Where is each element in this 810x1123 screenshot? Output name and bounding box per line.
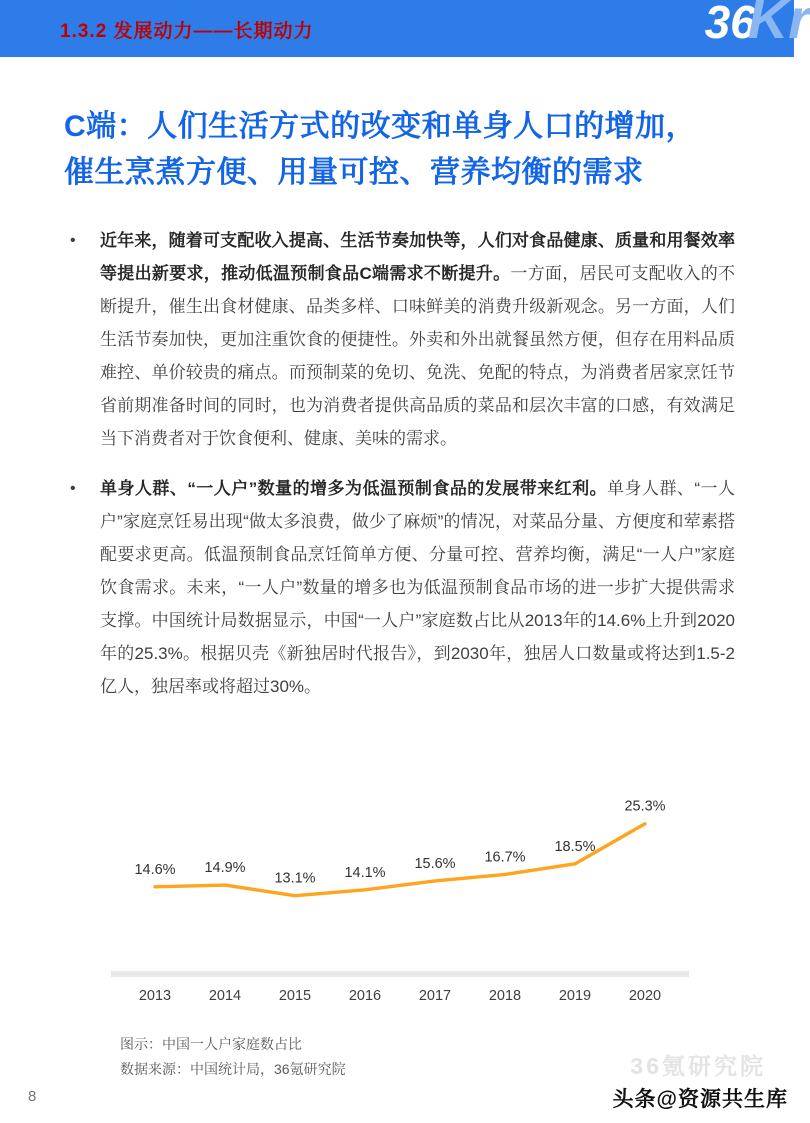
chart-figure-label: 图示：中国一人户家庭数占比 <box>120 1036 302 1052</box>
x-tick-label: 2019 <box>558 988 592 1004</box>
x-tick-label: 2014 <box>208 988 242 1004</box>
x-tick-label: 2018 <box>488 988 522 1004</box>
x-axis <box>111 971 689 977</box>
x-tick-label: 2016 <box>348 988 382 1004</box>
bullet-bold-lead: 单身人群、“一人户”数量的增多为低温预制食品的发展带来红利。 <box>100 479 608 498</box>
bullet-bold-lead: 近年来，随着可支配收入提高、生活节奏加快等，人们对食品健康、质量和用餐效率等提出新要求，推动低温预制食品C端需求不断提升。 <box>100 231 735 283</box>
data-label: 18.5% <box>554 838 596 855</box>
chart-source-label: 数据来源：中国统计局，36氪研究院 <box>120 1061 346 1077</box>
bullet-marker: • <box>70 232 76 249</box>
section-title: 1.3.2 发展动力——长期动力 <box>60 21 314 42</box>
list-item <box>70 224 735 455</box>
data-label: 25.3% <box>624 798 666 815</box>
x-tick-label: 2015 <box>278 988 312 1004</box>
logo-kr-text: Kr <box>747 0 810 50</box>
chart-caption <box>120 1032 346 1082</box>
data-label: 15.6% <box>414 855 456 872</box>
watermark-institute: 36氪研究院 <box>630 1053 766 1079</box>
36kr-logo <box>705 0 810 51</box>
header-bar <box>0 0 810 57</box>
list-item <box>70 472 735 703</box>
page-title-line1: C端：人们生活方式的改变和单身人口的增加， <box>64 110 697 143</box>
bullet-body: 一方面，居民可支配收入的不断提升，催生出食材健康、品类多样、口味鲜美的消费升级新观念。另一方面，人们生活节奏加快，更加注重饮食的便捷性。外卖和外出就餐虽然方便，但存在用料品质难控、单价较贵的痛点。而预制菜的免切、免洗、免配的特点，为消费者居家烹饪节省前期准备时间的同时，也为消费者提供高品质的菜品和层次丰富的口感，有效满足当下消费者对于饮食便利、健康、美味的需求。 <box>100 264 735 448</box>
watermark-source: 头条@资源共生库 <box>612 1088 788 1111</box>
data-label: 14.9% <box>204 860 246 877</box>
bullet-text <box>100 472 735 703</box>
x-tick-label: 2020 <box>628 988 662 1004</box>
bullet-body: 单身人群、“一人户”家庭烹饪易出现“做太多浪费，做少了麻烦”的情况，对菜品分量、方便度和荤素搭配要求更高。低温预制食品烹饪简单方便、分量可控、营养均衡，满足“一人户”家庭饮食需求。未来，“一人户”数量的增多也为低温预制食品市场的进一步扩大提供需求支撑。中国统计局数据显示，中国“一人户”家庭数占比从2013年的14.6%上升到2020年的25.3%。根据贝壳《新独居时代报告》，到2030年，独居人口数量或将达到1.5-2亿人，独居率或将超过30%。 <box>100 479 736 696</box>
bullet-list <box>70 224 735 720</box>
page-title-line2: 催生烹煮方便、用量可控、营养均衡的需求 <box>64 156 644 189</box>
page-number: 8 <box>28 1088 37 1105</box>
data-label: 14.1% <box>344 864 386 881</box>
data-label: 16.7% <box>484 849 526 866</box>
bullet-marker: • <box>70 480 76 497</box>
data-label: 14.6% <box>134 861 176 878</box>
x-tick-label: 2017 <box>418 988 452 1004</box>
logo-36-text: 36 <box>704 0 756 48</box>
data-label: 13.1% <box>274 870 316 887</box>
x-tick-label: 2013 <box>138 988 172 1004</box>
line-chart-svg <box>105 778 695 1016</box>
bullet-text <box>100 224 735 455</box>
line-chart <box>105 778 695 1016</box>
page-title <box>64 104 760 196</box>
